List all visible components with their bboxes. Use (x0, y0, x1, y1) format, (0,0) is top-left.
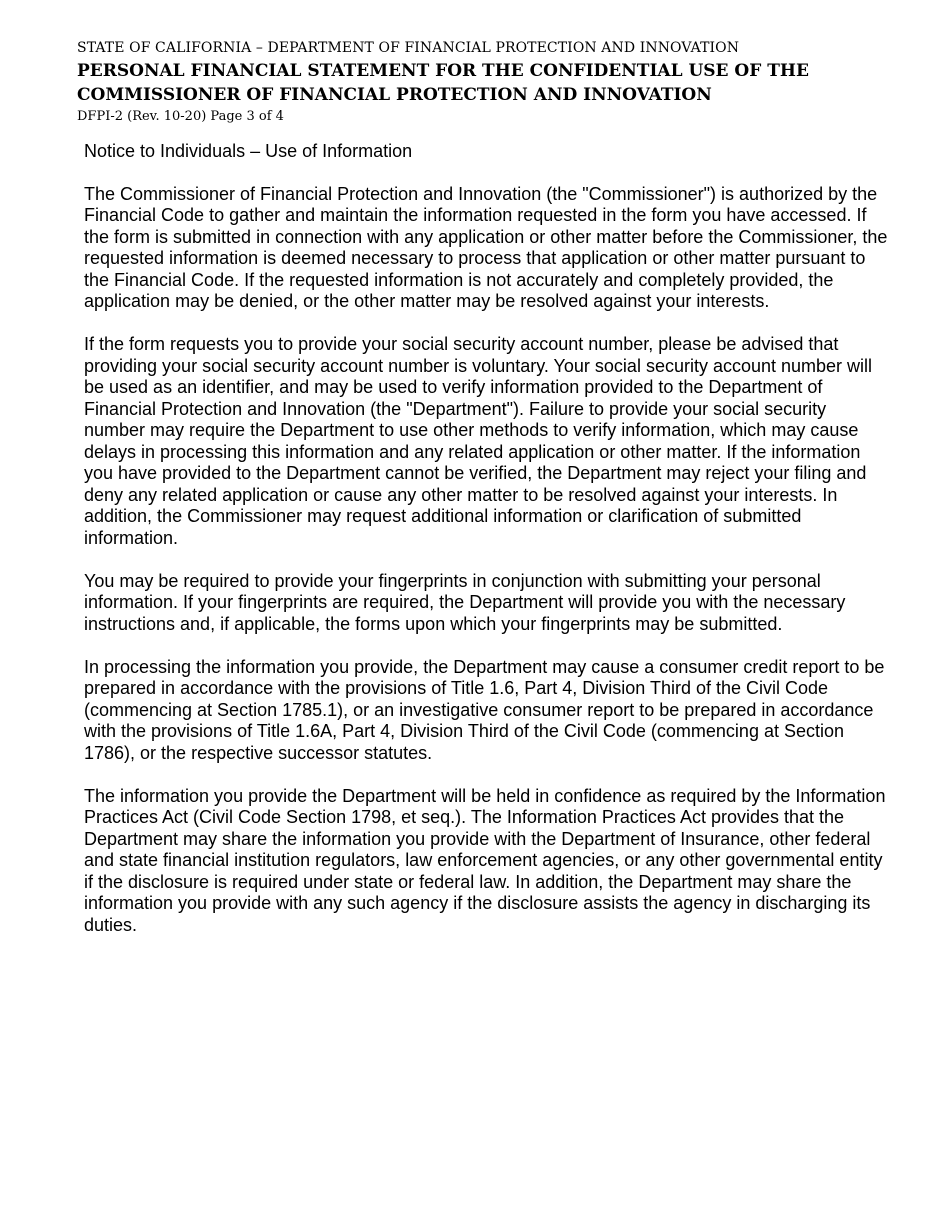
form-title-line-2: COMMISSIONER OF FINANCIAL PROTECTION AND INNOVATION (77, 85, 712, 105)
notice-paragraph-credit-report: In processing the information you provide, the Department may cause a consumer credit report to be prepared in accordance with the provisions of Title 1.6, Part 4, Division Third of the Civil Code (commencing at Section 1785.1), or an investigative consumer report to be prepared in accordance with the provisions of Title 1.6A, Part 4, Division Third of the Civil Code (commencing at Section 1786), or the respective successor statutes. (84, 656, 885, 763)
agency-line: STATE OF CALIFORNIA – DEPARTMENT OF FINANCIAL PROTECTION AND INNOVATION (77, 40, 740, 56)
notice-paragraph-confidentiality: The information you provide the Department will be held in confidence as required by the Information Practices Act (Civil Code Section 1798, et seq.). The Information Practices Act provides that the Department may share the information you provide with the Department of Insurance, other federal and state financial institution regulators, law enforcement agencies, or any other governmental entity if the disclosure is required under state or federal law. In addition, the Department may share the information you provide with any such agency if the disclosure assists the agency in discharging its duties. (84, 785, 886, 935)
document-header (77, 38, 877, 125)
notice-paragraph-authority: The Commissioner of Financial Protection and Innovation (the "Commissioner") is authorized by the Financial Code to gather and maintain the information requested in the form you have accessed. If the form is submitted in connection with any application or other matter before the Commissioner, the requested information is deemed necessary to process that application or other matter pursuant to the Financial Code. If the requested information is not accurately and completely provided, the application may be denied, or the other matter may be resolved against your interests. (84, 183, 888, 311)
notice-paragraph-ssn: If the form requests you to provide your social security account number, please be advised that providing your social security account number is voluntary. Your social security account number will be used as an identifier, and may be used to verify information provided to the Department of Financial Protection and Innovation (the "Department"). Failure to provide your social security number may require the Department to use other methods to verify information, which may cause delays in processing this information and any related application or other matter. If the information you have provided to the Department cannot be verified, the Department may reject your filing and deny any related application or cause any other matter to be resolved against your interests. In addition, the Commissioner may request additional information or clarification of submitted information. (84, 334, 873, 548)
notice-heading: Notice to Individuals – Use of Information (84, 141, 413, 161)
form-id: DFPI-2 (Rev. 10-20) Page 3 of 4 (77, 109, 284, 124)
notice-section (84, 141, 889, 958)
form-title (77, 59, 877, 107)
notice-paragraph-fingerprints: You may be required to provide your fingerprints in conjunction with submitting your personal information. If your fingerprints are required, the Department will provide you with the necessary instructions and, if applicable, the forms upon which your fingerprints may be submitted. (84, 570, 846, 634)
form-title-line-1: PERSONAL FINANCIAL STATEMENT FOR THE CONFIDENTIAL USE OF THE (77, 61, 809, 81)
